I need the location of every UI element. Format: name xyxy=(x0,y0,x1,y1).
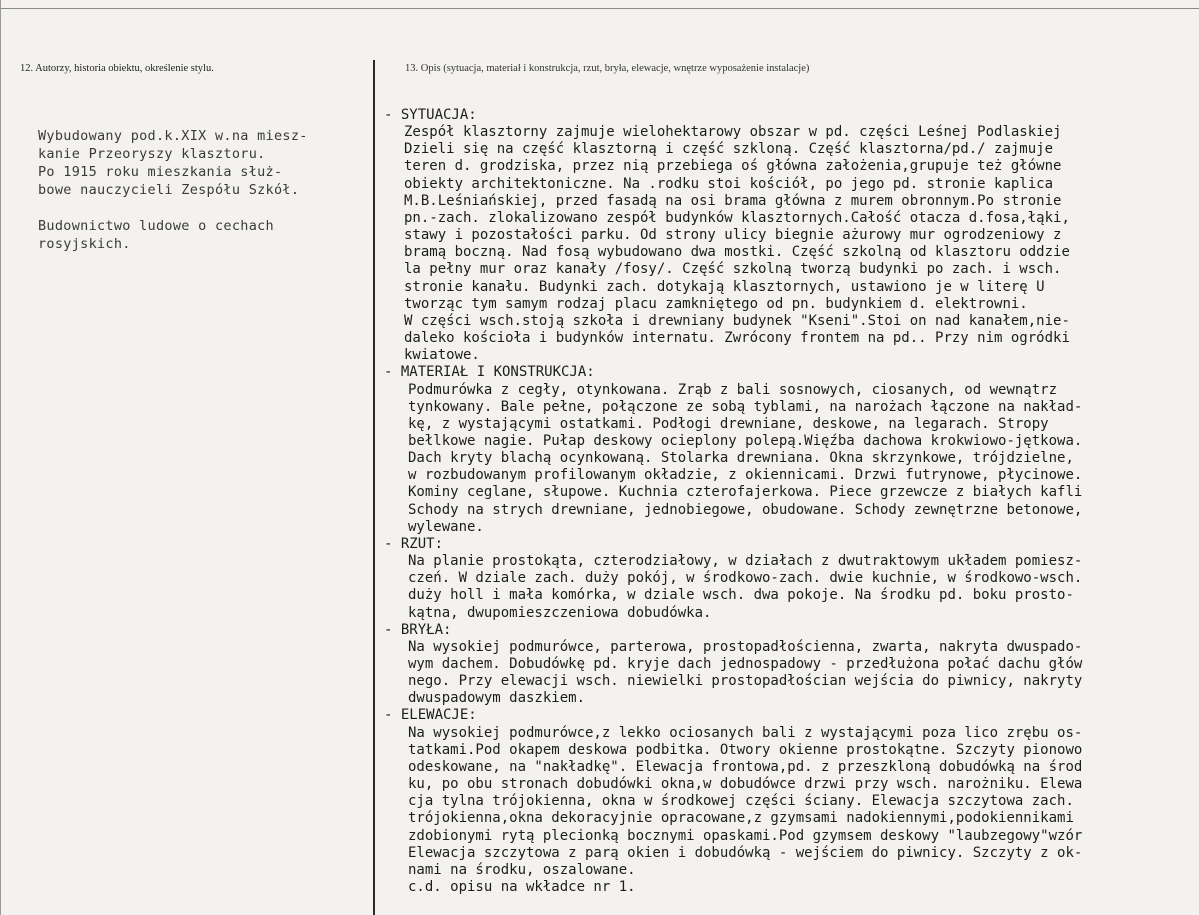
history-line: rosyjskich. xyxy=(38,236,131,252)
description-line: Elewacja szczytowa z parą okien i dobudówką - wejściem do piwnicy. Szczyty z ok- xyxy=(408,844,1083,861)
description-line: la pełny mur oraz kanały /fosy/. Część szkolną tworzą budynki po zach. i wsch. xyxy=(404,261,1062,278)
description-line: tworząc tym samym rodzaj placu zamkniętego od pn. budynkiem d. elektrowni. xyxy=(404,295,1028,312)
description-line: w rozbudowanym profilowanym okładzie, z okiennicami. Drzwi futrynowe, płycinowe. xyxy=(408,467,1083,484)
description-line: zdobionymi rytą plecionką bocznymi opaskami.Pod gzymsem deskowy "laubzegowy"wzór xyxy=(408,827,1083,844)
description-line: kę, z wystającymi ostatkami. Podłogi drewniane, deskowe, na legarach. Stropy xyxy=(408,415,1049,432)
description-line: W części wsch.stoją szkoła i drewniany budynek "Kseni".Stoi on nad kanałem,nie- xyxy=(404,312,1070,329)
description-line: kwiatowe. xyxy=(404,347,480,364)
description-line: odeskowane, na "nakładkę". Elewacja frontowa,pd. z przeszkloną dobudówką na środ xyxy=(408,758,1083,775)
section-12-header: 12. Autorzy, historia obiektu, określenie stylu. xyxy=(20,63,214,74)
description-line: bełlkowe nagie. Pułap deskowy ocieplony polepą.Więźba dachowa krokwiowo-jętkowa. xyxy=(408,432,1083,449)
section-13-header: 13. Opis (sytuacja, materiał i konstrukcja, rzut, bryła, elewacje, wnętrze wyposażenie instalacje) xyxy=(405,63,810,74)
section-heading: - SYTUACJA: xyxy=(384,107,477,123)
description-line: obiekty architektoniczne. Na .rodku stoi kościół, po jego pd. stronie kaplica xyxy=(404,175,1054,192)
page-left-edge xyxy=(0,0,1,915)
description-line: wym dachem. Dobudówkę pd. kryje dach jednospadowy - przedłużona połać dachu głów xyxy=(408,656,1083,672)
description-line: czeń. W dziale zach. duży pokój, w środkowo-zach. dwie kuchnie, w środkowo-wsch. xyxy=(408,570,1083,587)
section-heading: - ELEWACJE: xyxy=(384,707,477,724)
section-heading: - MATERIAŁ I KONSTRUKCJA: xyxy=(384,364,595,381)
description-line: Schody na strych drewniane, jednobiegowe, obudowane. Schody zewnętrzne betonowe, xyxy=(408,501,1083,518)
section-heading: - BRYŁA: xyxy=(384,621,452,638)
column-divider xyxy=(373,60,375,915)
history-text xyxy=(38,127,368,253)
history-line: Po 1915 roku mieszkania służ- xyxy=(38,164,283,180)
paragraph-gap xyxy=(38,199,368,217)
history-line: bowe nauczycieli Zespółu Szkół. xyxy=(38,182,300,198)
history-line: Wybudowany pod.k.XIX w.na miesz- xyxy=(38,128,308,144)
description-line: c.d. opisu na wkładce nr 1. xyxy=(408,879,636,896)
description-text xyxy=(384,107,1199,896)
description-line: nego. Przy elewacji wsch. niewielki prostopadłościan wejścia do piwnicy, nakryty xyxy=(408,673,1083,690)
description-line: tatkami.Pod okapem deskowa podbitka. Otwory okienne prostokątne. Szczyty pionowo xyxy=(408,741,1083,758)
description-line: ku, po obu stronach dobudówki okna,w dobudówce drzwi przy wsch. narożniku. Elewa xyxy=(408,776,1083,793)
description-line: Zespół klasztorny zajmuje wielohektarowy obszar w pd. części Leśnej Podlaskiej xyxy=(404,124,1062,141)
description-line: M.B.Leśniańskiej, przed fasadą na osi brama główna z murem obronnym.Po stronie xyxy=(404,192,1062,209)
description-line: Dzieli się na część klasztorną i część szkloną. Część klasztorna/pd./ zajmuje xyxy=(404,141,1054,158)
description-line: wylewane. xyxy=(408,518,484,535)
description-line: Na wysokiej podmurówce, parterowa, prostopadłościenna, zwarta, nakryta dwuspado- xyxy=(408,638,1083,655)
page-top-edge xyxy=(0,8,1199,9)
description-line: Kominy ceglane, słupowe. Kuchnia czterofajerkowa. Piece grzewcze z białych kafli xyxy=(408,484,1083,501)
history-line: Budownictwo ludowe o cechach xyxy=(38,218,274,234)
description-line: bramą boczną. Nad fosą wybudowano dwa mostki. Część szkolną od klasztoru oddzie xyxy=(404,244,1070,261)
description-line: daleko kościoła i budynków internatu. Zwrócony frontem na pd.. Przy nim ogródki xyxy=(404,330,1070,347)
description-line: dwuspadowym daszkiem. xyxy=(408,690,586,707)
description-line: kątna, dwupomieszczeniowa dobudówka. xyxy=(408,604,712,621)
description-line: stronie kanału. Budynki zach. dotykają klasztornych, ustawiono je w literę U xyxy=(404,278,1045,295)
description-line: stawy i pozostałości parku. Od strony ulicy biegnie ażurowy mur ogrodzeniowy z xyxy=(404,227,1062,244)
section-heading: - RZUT: xyxy=(384,535,444,552)
description-line: Na wysokiej podmurówce,z lekko ociosanych bali z wystającymi poza lico zrębu os- xyxy=(408,724,1083,741)
description-line: tynkowany. Bale pełne, połączone ze sobą tyblami, na narożach łączone na nakład- xyxy=(408,398,1083,415)
history-line: kanie Przeoryszy klasztoru. xyxy=(38,146,266,162)
description-line: nami na środku, oszalowane. xyxy=(408,861,636,878)
description-line: Podmurówka z cegły, otynkowana. Zrąb z bali sosnowych, ciosanych, od wewnątrz xyxy=(408,381,1058,398)
description-line: teren d. grodziska, przez nią przebiega oś główna założenia,grupuje też główne xyxy=(404,158,1062,175)
description-line: Na planie prostokąta, czterodziałowy, w działach z dwutraktowym układem pomiesz- xyxy=(408,553,1083,570)
description-line: duży holl i mała komórka, w dziale wsch. dwa pokoje. Na środku pd. boku prosto- xyxy=(408,587,1074,604)
description-line: trójokienna,okna dekoracyjnie opracowane,z gzymsami nadokiennymi,podokiennikami xyxy=(408,810,1074,827)
description-line: cja tylna trójokienna, okna w środkowej części ściany. Elewacja szczytowa zach. xyxy=(408,793,1074,810)
description-line: Dach kryty blachą ocynkowaną. Stolarka drewniana. Okna skrzynkowe, trójdzielne, xyxy=(408,450,1074,467)
description-line: pn.-zach. zlokalizowano zespół budynków klasztornych.Całość otacza d.fosa,łąki, xyxy=(404,209,1070,226)
